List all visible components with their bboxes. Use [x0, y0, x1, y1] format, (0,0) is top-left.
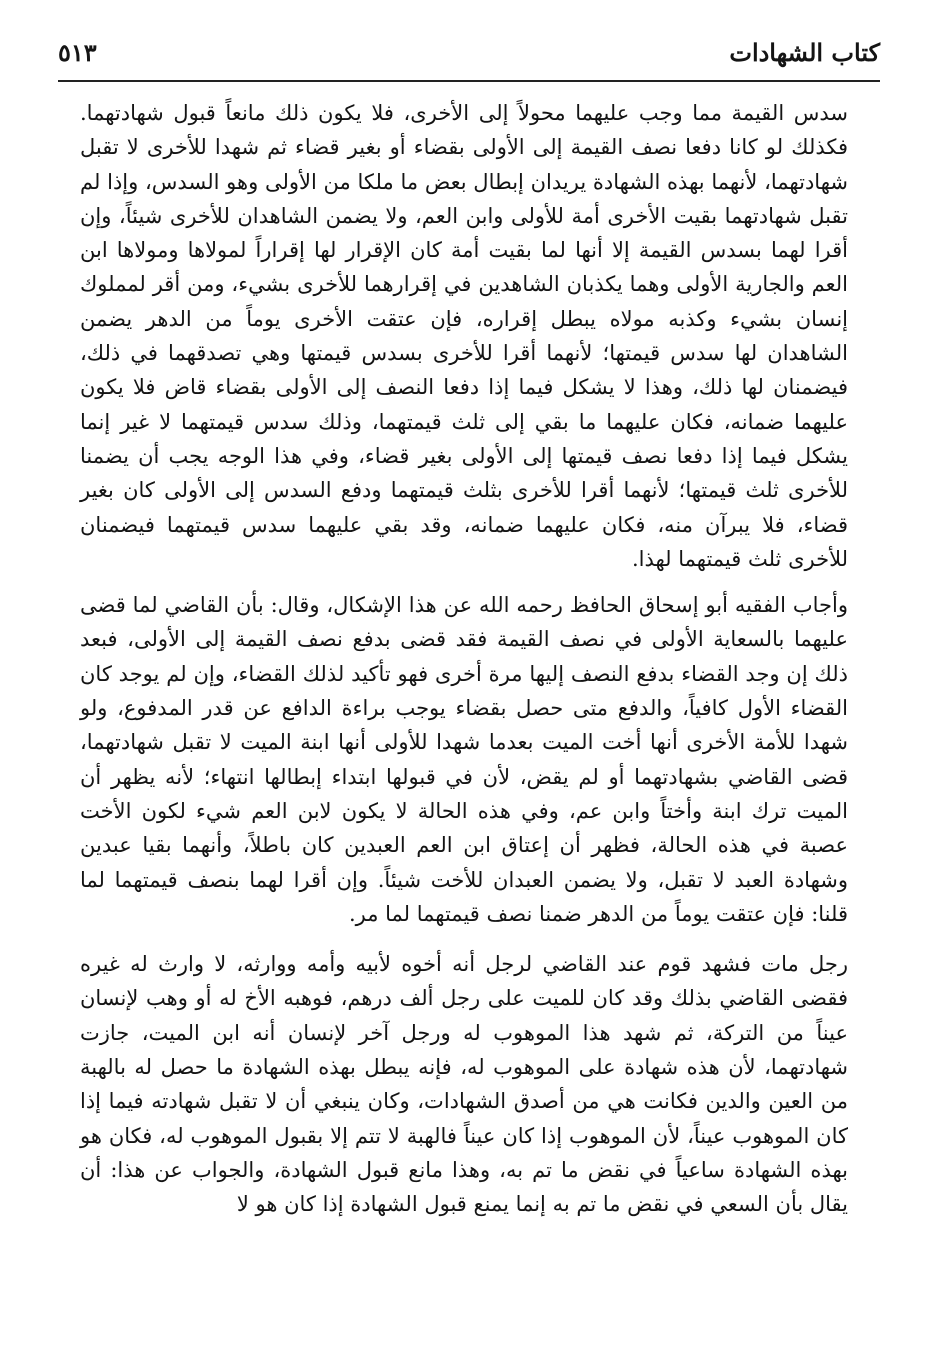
paragraph-3: رجل مات فشهد قوم عند القاضي لرجل أنه أخوه لأبيه وأمه ووارثه، لا وارث له غيره فقضى القاضي بذلك وقد كان للميت على رجل ألف درهم، فوهبه الأخ له أو وهب لإنسان عيناً من التركة، ثم شهد هذا الموهوب له ورجل آخر لإنسان أنه ابن الميت، جازت شهادتهما، لأن هذه شهادة على الموهوب له، فإنه يبطل بهذه الشهادة ما حصل له بالهبة من العين والدين فكانت هي من أصدق الشهادات، وكان ينبغي أن لا تقبل شهادته فيما إذا كان الموهوب عيناً، لأن الموهوب إذا كان عيناً فالهبة لا تتم إلا بقبول الموهوب له، فكان هو بهذه الشهادة ساعياً في نقض ما تم به، وهذا مانع قبول الشهادة، والجواب عن هذا: أن يقال بأن السعي في نقض ما تم به إنما يمنع قبول الشهادة إذا كان هو لا [80, 952, 848, 1217]
page-number: ٥١٣ [58, 38, 97, 67]
header-rule [58, 80, 880, 82]
paragraph-2: وأجاب الفقيه أبو إسحاق الحافظ رحمه الله عن هذا الإشكال، وقال: بأن القاضي لما قضى عليهما بالسعاية الأولى في نصف القيمة فقد قضى بدفع نصف القيمة إلى الأولى، فبعد ذلك إن وجد القضاء بدفع النصف إليها مرة أخرى فهو تأكيد لذلك القضاء، وإن لم يوجد كان القضاء الأول كافياً، والدفع متى حصل بقضاء يوجب براءة الدافع عن قدر المدفوع، ولو شهدا للأمة الأخرى أنها أخت الميت بعدما شهدا للأولى أنها ابنة الميت لا تقبل شهادتهما، قضى القاضي بشهادتهما أو لم يقض، لأن في قبولها ابتداء إبطالها انتهاء؛ لأنه يظهر أن الميت ترك ابنة وأختاً وابن عم، وفي هذه الحالة لا يكون لابن العم شيء لكون الأخت عصبة في هذه الحالة، فظهر أن إعتاق ابن العم العبدين كان باطلاً، وأنهما بقيا عبدين وشهادة العبد لا تقبل، ولا يضمن العبدان للأخت شيئاً. وإن أقرا لهما بنصف قيمتهما لما قلنا: فإن عتقت يوماً من الدهر ضمنا نصف قيمتهما لما مر. [80, 593, 848, 926]
body-text [80, 96, 848, 1222]
running-title: كتاب الشهادات [729, 38, 880, 67]
page-header [58, 34, 880, 76]
paragraph-1: سدس القيمة مما وجب عليهما محولاً إلى الأخرى، فلا يكون ذلك مانعاً قبول شهادتهما. فكذلك لو كانا دفعا نصف القيمة إلى الأولى بقضاء أو بغير قضاء ثم شهدا للأخرى لا تقبل شهادتهما، لأنهما بهذه الشهادة يريدان إبطال بعض ما ملكا من الأولى وهو السدس، وإذا لم تقبل شهادتهما بقيت الأخرى أمة للأولى وابن العم، ولا يضمن الشاهدان للأخرى شيئاً، وإن أقرا لهما بسدس القيمة إلا أنها لما بقيت أمة كان الإقرار لها إقراراً لمولاها ومولاها ابن العم والجارية الأولى وهما يكذبان الشاهدين في إقرارهما للأخرى بشيء، ومن أقر لمملوك إنسان بشيء وكذبه مولاه يبطل إقراره، فإن عتقت الأخرى يوماً من الدهر يضمن الشاهدان لها سدس قيمتها؛ لأنهما أقرا للأخرى بسدس قيمتها وهي تصدقهما في ذلك، فيضمنان لها ذلك، وهذا لا يشكل فيما إذا دفعا النصف إلى الأولى بقضاء قاض فلا يكون عليهما ضمانه، فكان عليهما ما بقي إلى ثلث قيمتهما، وذلك سدس قيمتهما لا غير إنما يشكل فيما إذا دفعا نصف قيمتها إلى الأولى بغير قضاء، وفي هذا الوجه يجب أن يضمنا للأخرى ثلث قيمتها؛ لأنهما أقرا للأخرى بثلث قيمتهما ودفع السدس إلى الأولى كان بغير قضاء، فلا يبرآن منه، فكان عليهما ضمانه، وقد بقي عليهما سدس قيمتهما فيضمنان للأخرى ثلث قيمتهما لهذا. [80, 101, 848, 571]
